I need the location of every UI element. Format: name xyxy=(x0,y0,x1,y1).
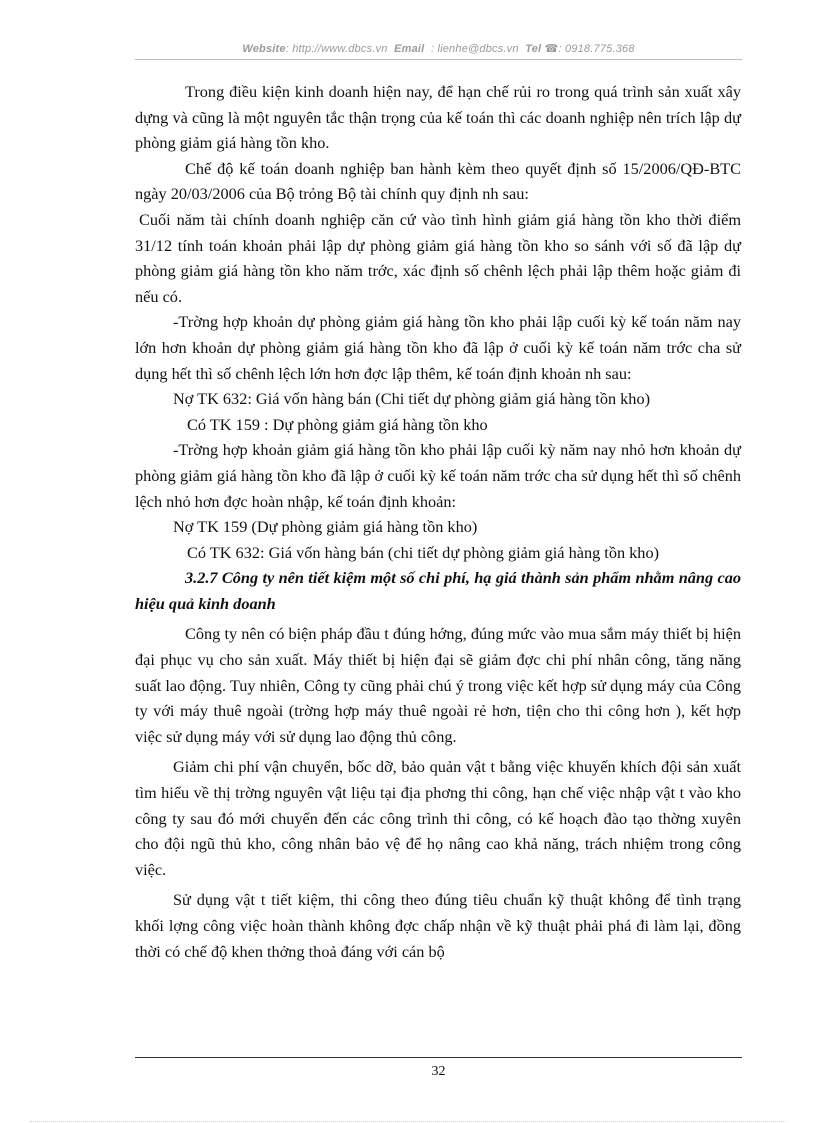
document-body xyxy=(135,79,741,964)
journal-entry-debit: Nợ TK 159 (Dự phòng giảm giá hàng tồn kho) xyxy=(173,517,478,537)
paragraph: -Trờng hợp khoản giảm giá hàng tồn kho phải lập cuối kỳ năm nay nhỏ hơn khoản dự phòng giảm giá hàng tồn kho đã lập ở cuối kỳ kế toán năm trớc cha sử dụng hết thì số chênh lệch nhỏ hơn đợc hoàn nhập, kế toán định khoản: xyxy=(135,440,741,511)
website-value: : http://www.dbcs.vn xyxy=(285,43,388,55)
paragraph: Trong điều kiện kinh doanh hiện nay, để hạn chế rủi ro trong quá trình sản xuất xây dựng và cũng là một nguyên tắc thận trọng của kế toán thì các doanh nghiệp nên trích lập dự phòng giảm giá hàng tồn kho. xyxy=(135,82,741,153)
page-number: 32 xyxy=(431,1064,446,1079)
page-header xyxy=(135,42,742,55)
footer-divider xyxy=(135,1057,742,1058)
paragraph: Chế độ kế toán doanh nghiệp ban hành kèm theo quyết định số 15/2006/QĐ-BTC ngày 20/03/2006 của Bộ trỏng Bộ tài chính quy định nh sau: xyxy=(135,158,741,204)
email-label: Email xyxy=(394,43,425,55)
website-label: Website xyxy=(242,43,286,55)
tel-value: ☎: 0918.775.368 xyxy=(544,43,635,55)
journal-entry-debit: Nợ TK 632: Giá vốn hàng bán (Chi tiết dự phòng giảm giá hàng tồn kho) xyxy=(173,389,651,409)
journal-entry-credit: Có TK 159 : Dự phòng giảm giá hàng tồn kho xyxy=(187,414,488,434)
header-divider xyxy=(135,59,742,60)
page-edge-divider xyxy=(30,1121,786,1122)
paragraph: -Trờng hợp khoản dự phòng giảm giá hàng tồn kho phải lập cuối kỳ kế toán năm nay lớn hơn khoản dự phòng giảm giá hàng tồn kho đã lập ở cuối kỳ kế toán năm trớc cha sử dụng hết thì số chênh lệch lớn hơn đợc lập thêm, kế toán định khoản nh sau: xyxy=(135,312,741,383)
paragraph: Công ty nên có biện pháp đầu t đúng hớng, đúng mức vào mua sắm máy thiết bị hiện đại phục vụ cho sản xuất. Máy thiết bị hiện đại sẽ giảm đợc chi phí nhân công, tăng năng suất lao động. Tuy nhiên, Công ty cũng phải chú ý trong việc kết hợp sử dụng máy của Công ty với máy thuê ngoài (trờng hợp máy thuê ngoài rẻ hơn, tiện cho thi công hơn ), kết hợp việc sử dụng máy với sử dụng lao động thủ công. xyxy=(135,624,741,746)
section-heading: 3.2.7 Công ty nên tiết kiệm một số chi phí, hạ giá thành sản phẩm nhằm nâng cao hiệu quả kinh doanh xyxy=(135,568,741,613)
email-value: : lienhe@dbcs.vn xyxy=(430,43,519,55)
journal-entry-credit: Có TK 632: Giá vốn hàng bán (chi tiết dự phòng giảm giá hàng tồn kho) xyxy=(187,542,660,562)
tel-label: Tel xyxy=(525,43,542,55)
paragraph: Giảm chi phí vận chuyển, bốc dỡ, bảo quản vật t bằng việc khuyến khích đội sản xuất tìm hiểu về thị trờng nguyên vật liệu tại địa phơng thi công, hạn chế việc nhập vật t vào kho công ty sau đó mới chuyển đến các công trình thi công, có kế hoạch đào tạo thờng xuyên cho đội ngũ thủ kho, công nhân bảo vệ để họ nâng cao khả năng, trách nhiệm trong công việc. xyxy=(135,757,741,879)
paragraph: Sử dụng vật t tiết kiệm, thi công theo đúng tiêu chuẩn kỹ thuật không để tình trạng khối lợng công việc hoàn thành không đợc chấp nhận về kỹ thuật phải phá đi làm lại, đồng thời có chế độ khen thởng thoả đáng với cán bộ xyxy=(135,890,741,961)
paragraph: Cuối năm tài chính doanh nghiệp căn cứ vào tình hình giảm giá hàng tồn kho thời điểm 31/12 tính toán khoản phải lập dự phòng giảm giá hàng tồn kho so sánh với số đã lập dự phòng giảm giá hàng tồn kho năm trớc, xác định số chênh lệch phải lập thêm hoặc giảm đi nếu có. xyxy=(135,209,741,306)
